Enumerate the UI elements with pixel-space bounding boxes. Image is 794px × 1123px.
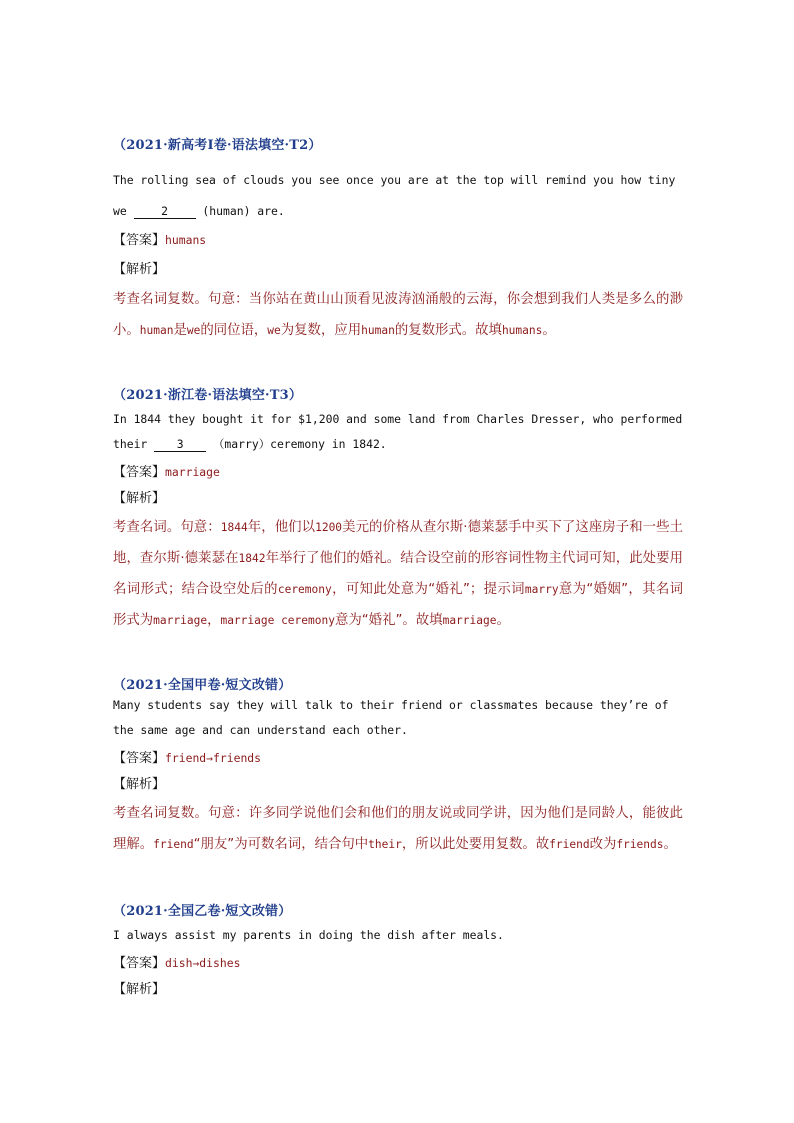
question-text xyxy=(113,693,683,743)
analysis-label: 【解析】 xyxy=(113,491,166,506)
question-source: （2021·新高考I卷·语法填空·T2） xyxy=(113,138,322,153)
question-line: I always assist my parents in doing the dish after meals. xyxy=(113,928,504,942)
question-1 xyxy=(113,134,683,346)
answer-row: 【答案】friend→friends xyxy=(113,751,262,766)
question-line: In 1844 they bought it for $1,200 and some land from Charles Dresser, who performed xyxy=(113,412,683,426)
answer-value: humans xyxy=(165,233,207,247)
question-3 xyxy=(113,674,683,860)
answer-row: 【答案】marriage xyxy=(113,465,220,480)
question-line: their 3 （marry）ceremony in 1842. xyxy=(113,437,387,451)
question-2 xyxy=(113,384,683,636)
answer-value: friend→friends xyxy=(165,751,262,765)
question-text xyxy=(113,407,683,457)
analysis-label: 【解析】 xyxy=(113,982,166,997)
answer-value: dish→dishes xyxy=(165,956,241,970)
question-text xyxy=(113,168,683,224)
analysis-label: 【解析】 xyxy=(113,777,166,792)
question-line: we 2 (human) are. xyxy=(113,204,285,218)
question-line: Many students say they will talk to their friend or classmates because they’re of xyxy=(113,698,669,712)
answer-blank: 3 xyxy=(154,437,206,452)
question-source: （2021·全国甲卷·短文改错） xyxy=(113,678,292,693)
analysis-text: 考查名词复数。句意：当你站在黄山山顶看见波涛汹涌般的云海，你会想到我们人类是多么的渺小。human是we的同位语，we为复数，应用human的复数形式。故填humans。 xyxy=(113,292,683,338)
analysis-text: 考查名词复数。句意：许多同学说他们会和他们的朋友说或同学讲，因为他们是同龄人，能彼此理解。friend“朋友”为可数名词，结合句中their，所以此处要用复数。故friend改为friends。 xyxy=(113,806,683,852)
answer-row: 【答案】dish→dishes xyxy=(113,956,241,971)
question-4 xyxy=(113,900,683,1003)
question-line: the same age and can understand each other. xyxy=(113,723,408,737)
question-source: （2021·浙江卷·语法填空·T3） xyxy=(113,388,303,403)
answer-blank: 2 xyxy=(134,204,196,219)
answer-value: marriage xyxy=(165,465,220,479)
question-text xyxy=(113,923,683,948)
analysis-text: 考查名词。句意：1844年，他们以1200美元的价格从查尔斯·德莱瑟手中买下了这座房子和一些土地，查尔斯·德莱瑟在1842年举行了他们的婚礼。结合设空前的形容词性物主代词可知，此处要用名词形式；结合设空处后的ceremony，可知此处意为“婚礼”；提示词marry意为“婚姻”，其名词形式为marriage，marriage ceremony意为“婚礼”。故填marriage。 xyxy=(113,520,684,628)
answer-row: 【答案】humans xyxy=(113,233,207,248)
question-line: The rolling sea of clouds you see once you are at the top will remind you how tiny xyxy=(113,173,676,187)
analysis-label: 【解析】 xyxy=(113,262,166,277)
question-source: （2021·全国乙卷·短文改错） xyxy=(113,904,292,919)
